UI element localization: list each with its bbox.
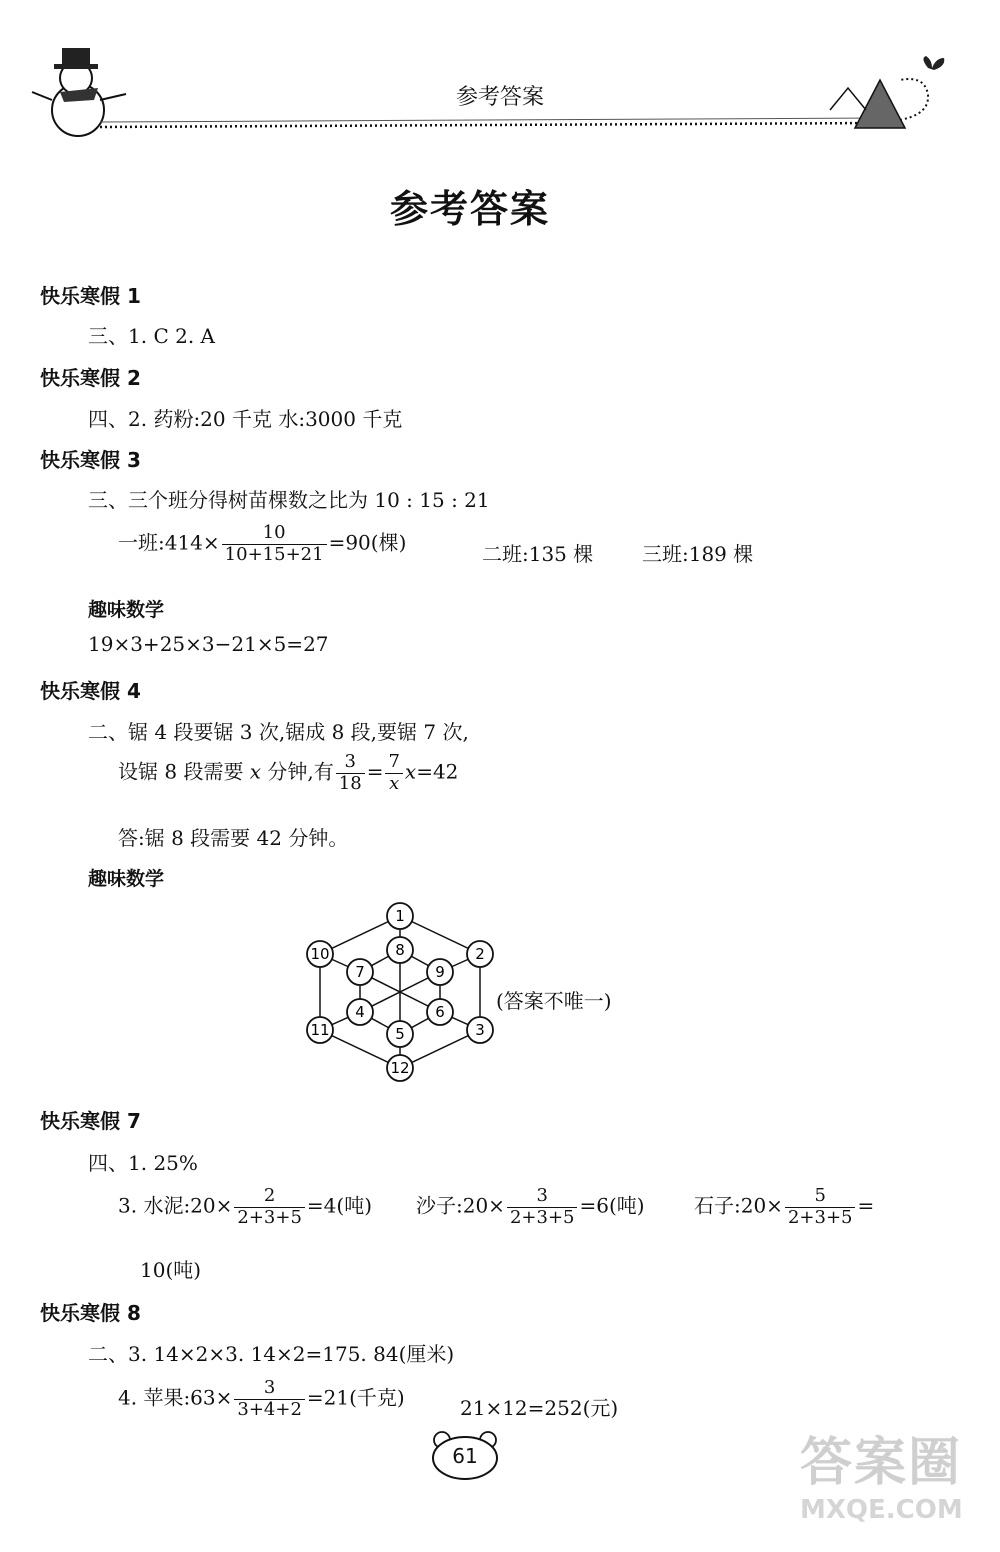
s3-line-3: 19×3+25×3−21×5=27 — [88, 632, 329, 656]
s4-line-3: 答:锯 8 段需要 42 分钟。 — [118, 826, 349, 850]
s3-line-1: 三、三个班分得树苗棵数之比为 10 : 15 : 21 — [88, 488, 490, 512]
diagram-note: (答案不唯一) — [496, 989, 612, 1013]
header-title: 参考答案 — [455, 85, 544, 110]
hex-node-label: 10 — [310, 945, 330, 963]
s3-l2-b: =90(棵) — [328, 530, 407, 555]
s8-line-2: 4. 苹果:63× $\frac{3}{3+4+2}$ =21(千克) — [118, 1377, 405, 1420]
hexagon-diagram — [300, 898, 500, 1084]
hex-node-label: 12 — [390, 1059, 410, 1077]
s4-line-2: 设锯 8 段需要 x 分钟,有 $\frac{3}{18}$ = $\frac{7}{x}$ x=42 — [118, 751, 459, 794]
fraction: $\frac{3}{3+4+2}$ — [234, 1378, 305, 1420]
header-decoration — [0, 0, 1000, 150]
page-number: 61 — [452, 1444, 478, 1468]
fraction: $\frac{10}{10+15+21}$ — [222, 523, 327, 565]
s3-line-2 — [118, 523, 406, 565]
butterfly-icon — [923, 56, 944, 70]
s8-line-1: 二、3. 14×2×3. 14×2=175. 84(厘米) — [88, 1342, 455, 1366]
s7-line-1: 四、1. 25% — [88, 1151, 198, 1175]
fraction: $\frac{5}{2+3+5}$ — [785, 1186, 856, 1228]
watermark-logo — [800, 1420, 990, 1540]
s4-fun-title: 趣味数学 — [88, 868, 165, 890]
hex-node-label: 9 — [435, 963, 445, 981]
hex-node-label: 3 — [475, 1021, 485, 1039]
s7-line-2: 3. 水泥:20× $\frac{2}{2+3+5}$ =4(吨) — [118, 1185, 373, 1228]
hex-node-label: 11 — [310, 1021, 330, 1039]
hex-node-label: 7 — [355, 963, 365, 981]
s8-line-2c: 21×12=252(元) — [460, 1396, 619, 1420]
section-title-3: 快乐寒假 3 — [40, 448, 141, 472]
s3-fun-title: 趣味数学 — [88, 599, 165, 621]
hex-node-label: 5 — [395, 1025, 405, 1043]
hex-node-label: 4 — [355, 1003, 365, 1021]
s4-line-1: 二、锯 4 段要锯 3 次,锯成 8 段,要锯 7 次, — [88, 720, 469, 744]
fraction: $\frac{2}{2+3+5}$ — [234, 1186, 305, 1228]
s3-l2-a: 一班:414× — [118, 530, 220, 555]
hex-node-label: 6 — [435, 1003, 445, 1021]
section-title-2: 快乐寒假 2 — [40, 366, 141, 390]
section-title-7: 快乐寒假 7 — [40, 1109, 141, 1133]
fraction: $\frac{7}{x}$ — [385, 752, 402, 794]
page-number-badge — [430, 1428, 500, 1480]
s7-line-2c: 石子:20× $\frac{5}{2+3+5}$ = — [694, 1185, 875, 1228]
hex-node-label: 2 — [475, 945, 485, 963]
section-title-8: 快乐寒假 8 — [40, 1301, 141, 1325]
fraction: $\frac{3}{18}$ — [336, 752, 365, 794]
s3-l2-c: 二班:135 棵 — [482, 542, 594, 566]
s7-line-3: 10(吨) — [140, 1258, 202, 1282]
section-title-1: 快乐寒假 1 — [40, 284, 141, 308]
hex-node-label: 8 — [395, 941, 405, 959]
s7-line-2b: 沙子:20× $\frac{3}{2+3+5}$ =6(吨) — [416, 1185, 645, 1228]
section-title-4: 快乐寒假 4 — [40, 679, 141, 703]
s3-l2-d: 三班:189 棵 — [642, 542, 754, 566]
fraction: $\frac{3}{2+3+5}$ — [507, 1186, 578, 1228]
page-title: 参考答案 — [389, 187, 550, 231]
hex-node-label: 1 — [395, 907, 405, 925]
s1-line-1: 三、1. C 2. A — [88, 324, 215, 348]
s2-line-1: 四、2. 药粉:20 千克 水:3000 千克 — [88, 407, 403, 431]
watermark-line-1: 答案圈 — [800, 1433, 963, 1493]
watermark-line-2: MXQE.COM — [800, 1495, 963, 1525]
